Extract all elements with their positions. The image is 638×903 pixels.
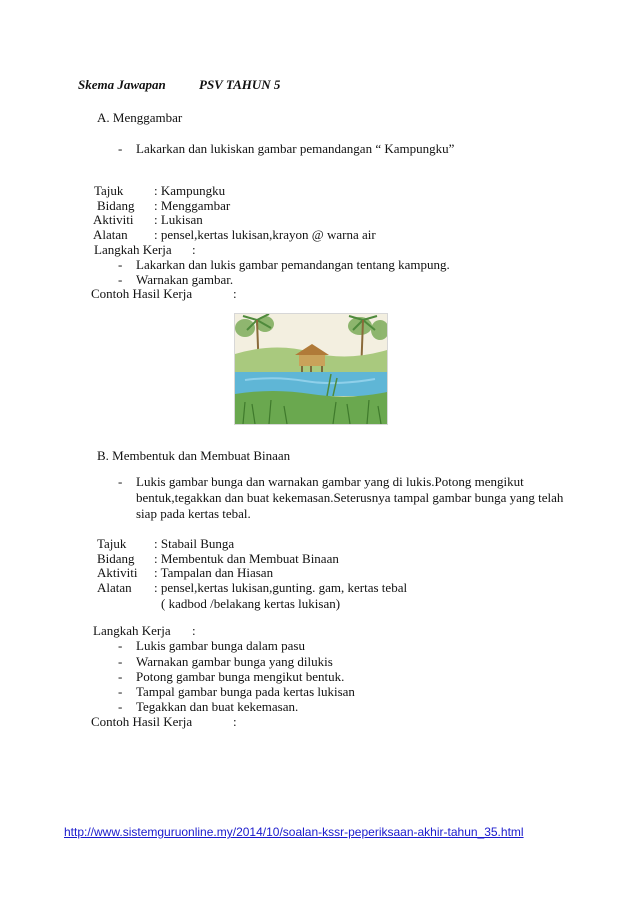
- b-example-colon: :: [233, 714, 237, 729]
- b-step-1: Lukis gambar bunga dalam pasu: [136, 638, 305, 653]
- b-steps-label: Langkah Kerja: [93, 623, 171, 638]
- section-a-task: Lakarkan dan lukiskan gambar pemandangan “ Kampungku”: [136, 141, 455, 156]
- b-alatan-continued: ( kadbod /belakang kertas lukisan): [161, 596, 341, 611]
- a-field-value-aktiviti: : Lukisan: [154, 212, 203, 227]
- b-field-label-bidang: Bidang: [97, 551, 135, 566]
- b-step-2: Warnakan gambar bunga yang dilukis: [136, 654, 333, 669]
- b-step-bullet: -: [118, 654, 123, 669]
- b-step-5: Tegakkan dan buat kekemasan.: [136, 699, 299, 714]
- a-step-2: Warnakan gambar.: [136, 272, 234, 287]
- section-b-task-line-3: siap pada kertas tebal.: [136, 506, 251, 521]
- b-field-value-bidang: : Membentuk dan Membuat Binaan: [154, 551, 339, 566]
- section-a-heading: A. Menggambar: [97, 110, 183, 125]
- village-painting-image: [235, 314, 387, 424]
- a-step-1: Lakarkan dan lukis gambar pemandangan tentang kampung.: [136, 257, 450, 272]
- a-step-bullet: -: [118, 257, 123, 272]
- section-b-task-line-1: Lukis gambar bunga dan warnakan gambar yang di lukis.Potong mengikut: [136, 474, 524, 489]
- a-field-label-alatan: Alatan: [93, 227, 128, 242]
- b-steps-colon: :: [192, 623, 196, 638]
- b-step-bullet: -: [118, 669, 123, 684]
- b-field-label-aktiviti: Aktiviti: [97, 565, 138, 580]
- b-step-4: Tampal gambar bunga pada kertas lukisan: [136, 684, 355, 699]
- a-field-value-tajuk: : Kampungku: [154, 183, 226, 198]
- example-painting-kampung: [234, 313, 388, 425]
- b-step-bullet: -: [118, 638, 123, 653]
- a-field-label-aktiviti: Aktiviti: [93, 212, 134, 227]
- a-field-value-alatan: : pensel,kertas lukisan,krayon @ warna air: [154, 227, 376, 242]
- a-steps-colon: :: [192, 242, 196, 257]
- a-step-bullet: -: [118, 272, 123, 287]
- b-field-value-alatan: : pensel,kertas lukisan,gunting. gam, kertas tebal: [154, 580, 408, 595]
- section-b-task-bullet: -: [118, 474, 123, 489]
- section-a-task-bullet: -: [118, 141, 123, 156]
- b-field-label-alatan: Alatan: [97, 580, 132, 595]
- b-field-value-aktiviti: : Tampalan dan Hiasan: [154, 565, 274, 580]
- b-step-3: Potong gambar bunga mengikut bentuk.: [136, 669, 345, 684]
- b-step-bullet: -: [118, 699, 123, 714]
- a-field-label-tajuk: Tajuk: [94, 183, 124, 198]
- header-title: Skema Jawapan: [78, 77, 166, 92]
- section-b-heading: B. Membentuk dan Membuat Binaan: [97, 448, 291, 463]
- b-field-value-tajuk: : Stabail Bunga: [154, 536, 235, 551]
- b-example-label: Contoh Hasil Kerja: [91, 714, 193, 729]
- a-steps-label: Langkah Kerja: [94, 242, 172, 257]
- b-field-label-tajuk: Tajuk: [97, 536, 127, 551]
- a-field-label-bidang: Bidang: [97, 198, 135, 213]
- a-field-value-bidang: : Menggambar: [154, 198, 231, 213]
- source-url-link[interactable]: http://www.sistemguruonline.my/2014/10/soalan-kssr-peperiksaan-akhir-tahun_35.html: [64, 825, 524, 839]
- b-step-bullet: -: [118, 684, 123, 699]
- section-b-task-line-2: bentuk,tegakkan dan buat kekemasan.Seterusnya tampal gambar bunga yang telah: [136, 490, 564, 505]
- a-example-colon: :: [233, 286, 237, 301]
- header-subtitle: PSV TAHUN 5: [199, 77, 281, 92]
- a-example-label: Contoh Hasil Kerja: [91, 286, 193, 301]
